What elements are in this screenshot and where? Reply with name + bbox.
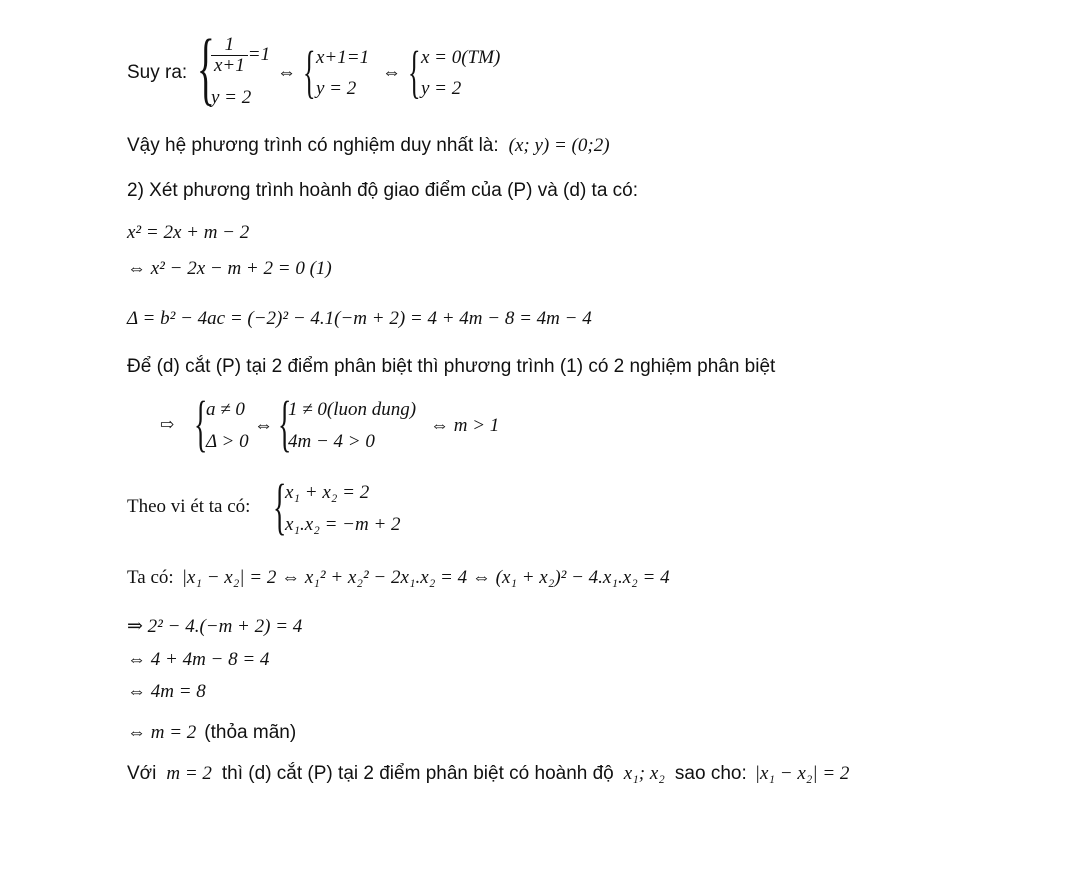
condition-text: Để (d) cắt (P) tại 2 điểm phân biệt thì phương trình (1) có 2 nghiệm phân biệt: [127, 356, 776, 377]
cond-brace-2: {: [278, 390, 292, 458]
step-4: [127, 722, 296, 744]
vieta-sum: x₁ + x₂ = 2: [285, 482, 370, 503]
conclusion-math: (x; y) = (0;2): [508, 135, 610, 156]
final-lead: Với: [127, 763, 157, 784]
equivalent-arrow-2: ⇔: [382, 62, 401, 83]
left-brace-1: {: [197, 22, 215, 113]
system2-eq2: y = 2: [316, 78, 357, 99]
equation-b: ⇔ x² − 2x − m + 2 = 0 (1): [127, 258, 332, 279]
vieta-brace: {: [273, 473, 287, 541]
step-1: ⇒ 2² − 4.(−m + 2) = 4: [127, 616, 303, 637]
final-xs: x₁; x₂: [623, 763, 665, 784]
delta-equation: Δ = b² − 4ac = (−2)² − 4.1(−m + 2) = 4 + 4m − 8 = 4m − 4: [127, 308, 592, 329]
final-text1: thì (d) cắt (P) tại 2 điểm phân biệt có hoành độ: [221, 763, 614, 784]
final-m: m = 2: [166, 763, 212, 784]
system1-eq1: $\frac{1}{x+1}$ =1: [211, 35, 270, 76]
conclusion-text: Vậy hệ phương trình có nghiệm duy nhất là:: [127, 135, 499, 156]
ta-co-line: [127, 567, 670, 589]
cond-delta-gt-0: Δ > 0: [206, 431, 249, 452]
cond-result: ⇔ m > 1: [430, 415, 500, 436]
ta-co-math: |x₁ − x₂| = 2 ⇔ x₁² + x₂² − 2x₁.x₂ = 4 ⇔ (x₁ + x₂)² − 4.x₁.x₂ = 4: [181, 567, 670, 588]
final-math: |x₁ − x₂| = 2: [754, 763, 850, 784]
suy-ra-label: Suy ra:: [127, 62, 188, 83]
step-3: ⇔ 4m = 8: [127, 681, 206, 702]
system3-eq2: y = 2: [421, 78, 462, 99]
system2-eq1: x+1=1: [316, 47, 370, 68]
implies-arrow: ⇨: [160, 415, 175, 434]
cond-4m-minus-4: 4m − 4 > 0: [288, 431, 375, 452]
cond-a-neq-0: a ≠ 0: [206, 399, 245, 420]
left-brace-3: {: [408, 39, 421, 104]
step-2: ⇔ 4 + 4m − 8 = 4: [127, 649, 270, 670]
conclusion-line: [127, 135, 610, 157]
cond-brace-1: {: [194, 390, 208, 458]
cond-always-true: 1 ≠ 0(luon dung): [288, 399, 417, 420]
ta-co-label: Ta có:: [127, 567, 174, 588]
vieta-label: Theo vi ét ta có:: [127, 496, 251, 517]
left-brace-2: {: [303, 39, 316, 104]
equation-a: x² = 2x + m − 2: [127, 222, 250, 243]
vieta-product: x₁.x₂ = −m + 2: [285, 514, 401, 535]
system1-eq2: y = 2: [211, 87, 252, 108]
cond-equiv-arrow: ⇔: [254, 415, 273, 436]
equivalent-arrow-1: ⇔: [277, 62, 296, 83]
step-4-note: (thỏa mãn): [204, 722, 297, 743]
system3-eq1: x = 0(TM): [421, 47, 501, 68]
part2-intro: 2) Xét phương trình hoành độ giao điểm của (P) và (d) ta có:: [127, 180, 639, 201]
step-4-math: ⇔ m = 2: [127, 722, 197, 743]
final-text2: sao cho:: [674, 763, 747, 784]
final-line: [127, 763, 849, 785]
